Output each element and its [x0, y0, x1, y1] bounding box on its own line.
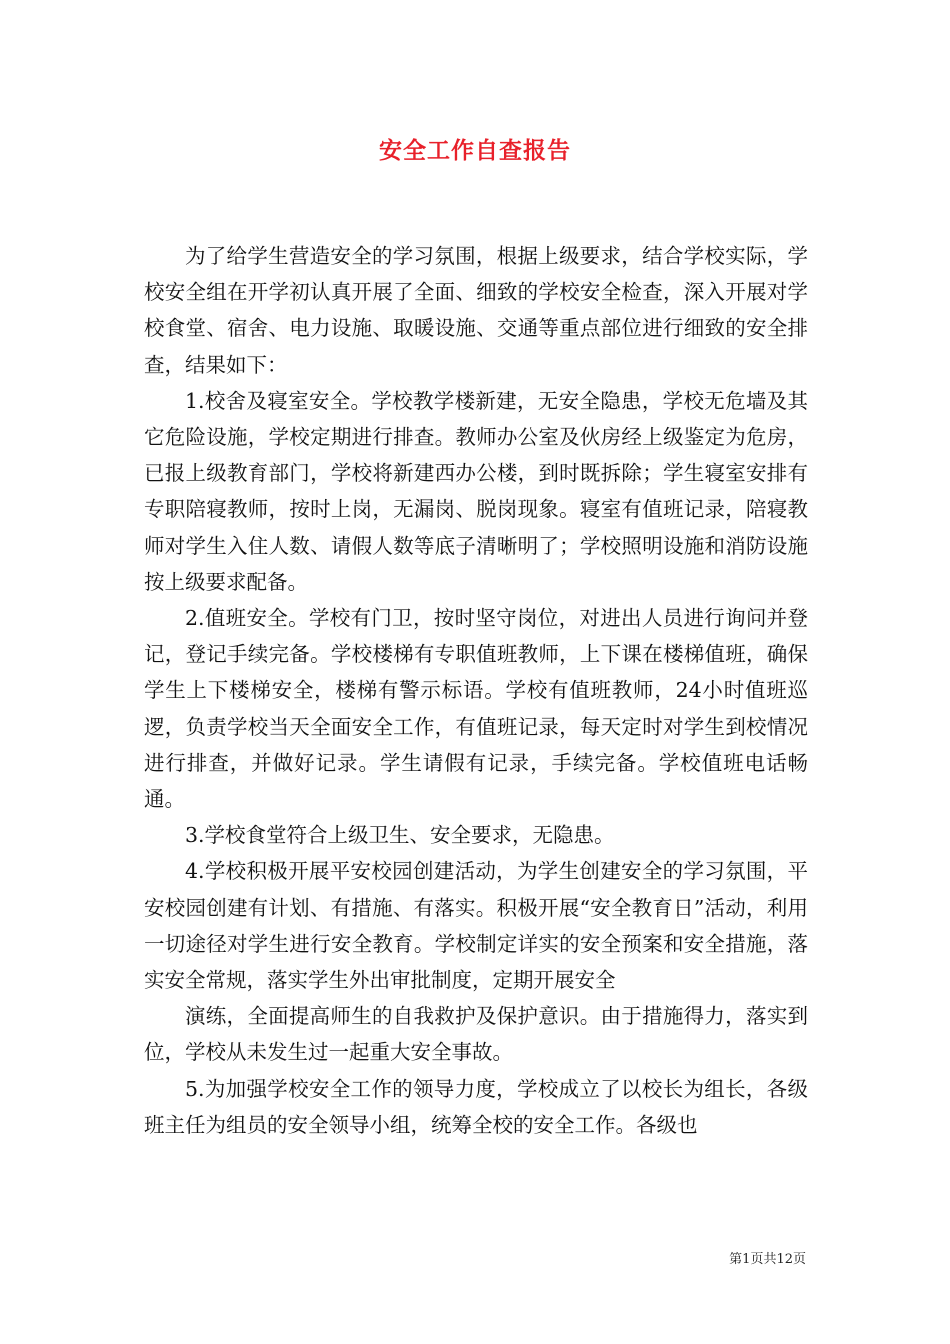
paragraph-safe-campus: 4.学校积极开展平安校园创建活动，为学生创建安全的学习氛围，平安校园创建有计划、有措施、有落实。积极开展“安全教育日”活动，利用一切途径对学生进行安全教育。学校制定详实的安全预案和安全措施，落实安全常规，落实学生外出审批制度，定期开展安全	[144, 859, 808, 993]
paragraph-dormitory-safety: 1.校舍及寝室安全。学校教学楼新建，无安全隐患，学校无危墙及其它危险设施，学校定期进行排查。教师办公室及伙房经上级鉴定为危房，已报上级教育部门，学校将新建西办公楼，到时既拆除；学生寝室安排有专职陪寝教师，按时上岗，无漏岗、脱岗现象。寝室有值班记录，陪寝教师对学生入住人数、请假人数等底子清晰明了；学校照明设施和消防设施按上级要求配备。	[144, 388, 808, 594]
paragraph-canteen-safety: 3.学校食堂符合上级卫生、安全要求，无隐患。	[185, 823, 615, 848]
page-number-footer: 第1页共12页	[729, 1252, 806, 1267]
document-title: 安全工作自查报告	[379, 137, 571, 164]
intro-paragraph: 为了给学生营造安全的学习氛围，根据上级要求，结合学校实际，学校安全组在开学初认真开展了全面、细致的学校安全检查，深入开展对学校食堂、宿舍、电力设施、取暖设施、交通等重点部位进行细致的安全排查，结果如下：	[144, 244, 808, 377]
paragraph-safe-campus-continued: 演练，全面提高师生的自我救护及保护意识。由于措施得力，落实到位，学校从未发生过一起重大安全事故。	[144, 1004, 808, 1065]
paragraph-duty-safety: 2.值班安全。学校有门卫，按时坚守岗位，对进出人员进行询问并登记，登记手续完备。学校楼梯有专职值班教师，上下课在楼梯值班，确保学生上下楼梯安全，楼梯有警示标语。学校有值班教师，24小时值班巡逻，负责学校当天全面安全工作，有值班记录，每天定时对学生到校情况进行排查，并做好记录。学生请假有记录，手续完备。学校值班电话畅通。	[144, 606, 808, 812]
paragraph-leadership-group: 5.为加强学校安全工作的领导力度，学校成立了以校长为组长，各级班主任为组员的安全领导小组，统筹全校的安全工作。各级也	[144, 1076, 808, 1137]
document-body	[144, 238, 808, 1143]
